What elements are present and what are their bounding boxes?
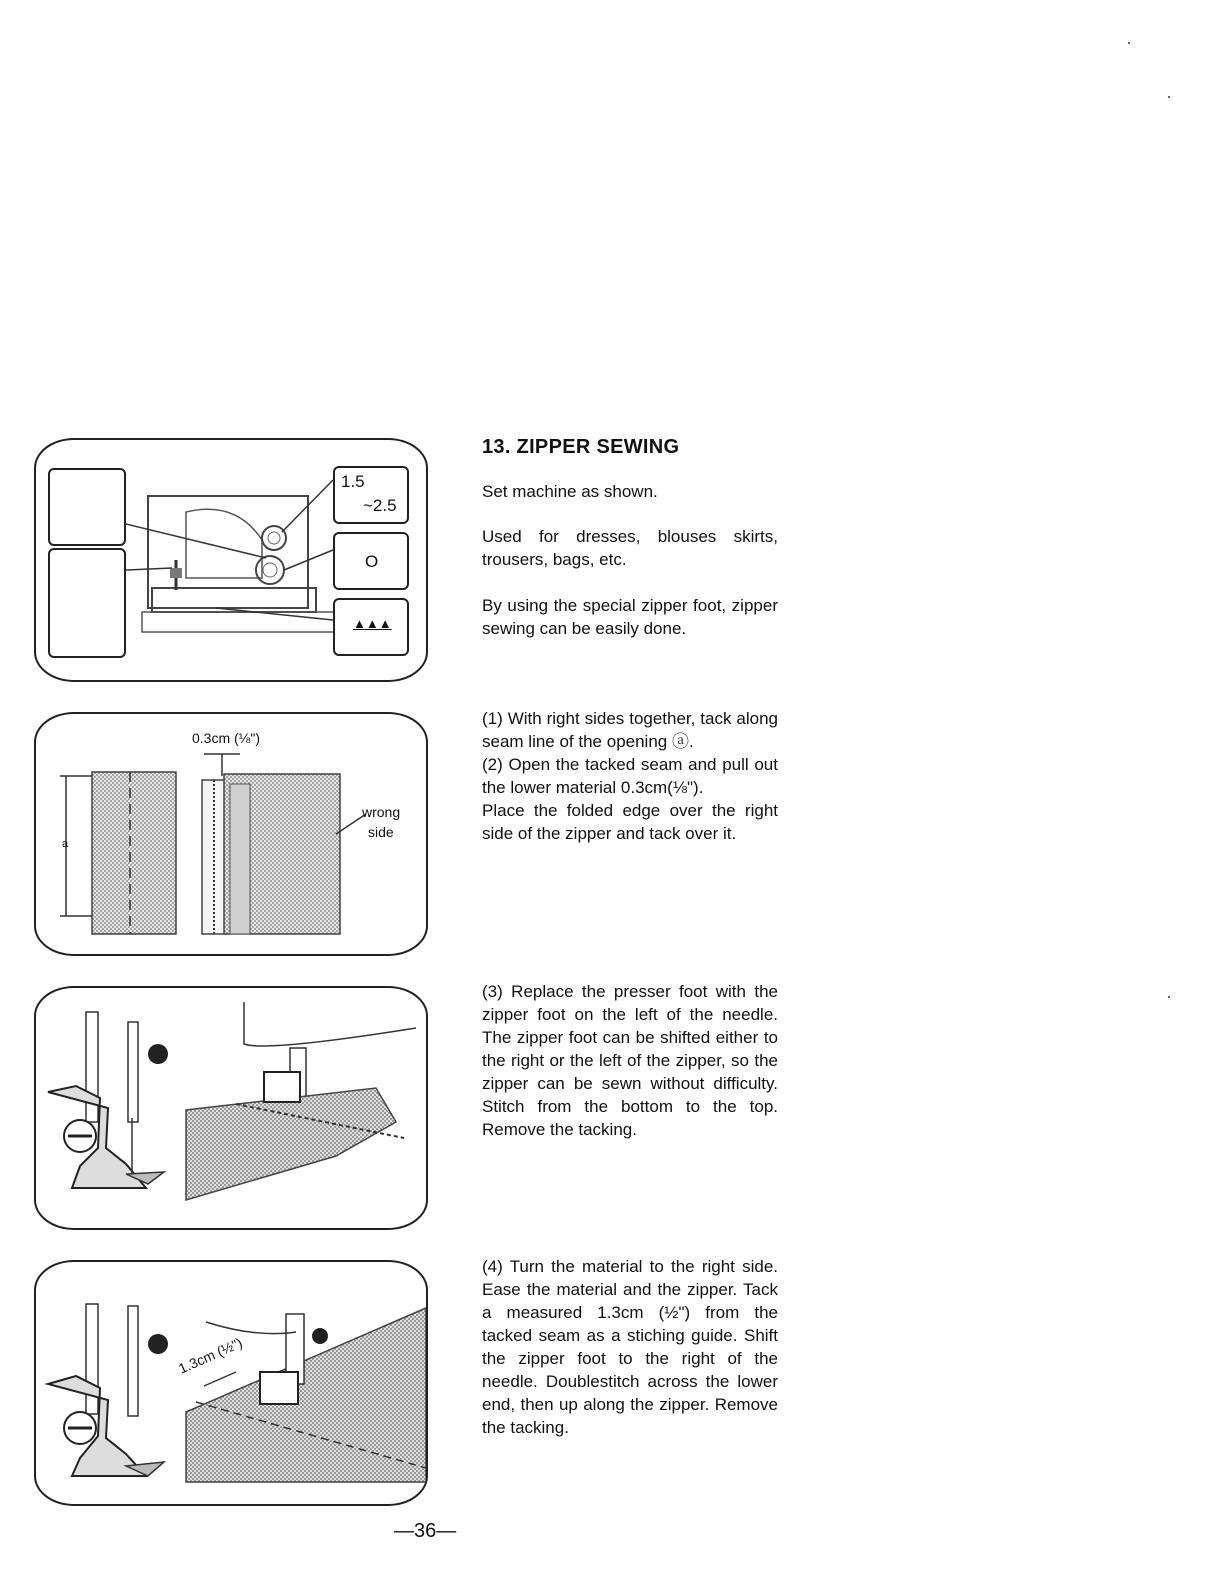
topstitch-illustration bbox=[36, 1262, 428, 1506]
step-4-text: (4) Turn the material to the right side. Ease the material and the zipper. Tack a measured 1.3cm (½") from the tacked seam as a stiching guide. Shift the zipper foot to the right of the needle. Doublestitch across the lower end, then up along the zipper. Remove the tacking. bbox=[482, 1257, 778, 1437]
stitch-width-value: O bbox=[365, 552, 379, 571]
seam-opening-figure bbox=[34, 712, 428, 956]
step-2-text: (2) Open the tacked seam and pull out the lower material 0.3cm(⅛"). bbox=[482, 755, 778, 797]
guide-measure-label: 1.3cm (½") bbox=[176, 1334, 245, 1377]
zipper-foot-right-figure bbox=[34, 1260, 428, 1506]
seam-allowance-label: 0.3cm (⅛") bbox=[192, 730, 260, 746]
feed-dog-icon: ▲▲▲ bbox=[353, 616, 392, 631]
machine-settings-figure bbox=[34, 438, 428, 682]
steps-1-2 bbox=[482, 707, 778, 845]
uses-text: Used for dresses, blouses skirts, trousers, bags, etc. bbox=[482, 527, 778, 569]
stitch-type-box bbox=[48, 468, 126, 546]
zipper-foot-left-figure bbox=[34, 986, 428, 1230]
stitch-length-bottom: ~2.5 bbox=[363, 496, 397, 515]
intro-text: Set machine as shown. bbox=[482, 482, 658, 501]
step-1-text: (1) With right sides together, tack along seam line of the opening ⓐ. bbox=[482, 709, 778, 751]
page-number: —36— bbox=[394, 1520, 457, 1542]
section-heading: 13. ZIPPER SEWING bbox=[482, 436, 680, 458]
scan-speck bbox=[1168, 96, 1170, 98]
opening-marker-label: a bbox=[62, 838, 69, 850]
stitch-width-box bbox=[333, 532, 409, 590]
scan-speck bbox=[1168, 996, 1170, 998]
wrong-side-label-1: wrong bbox=[362, 804, 401, 820]
step-3-text: (3) Replace the presser foot with the zipper foot on the left of the needle. The zipper foot can be shifted either to the right or the left of the zipper, so the zipper can be sewn without difficulty. Stitch from the bottom to the top. Remove the tacking. bbox=[482, 982, 778, 1139]
presser-foot-box bbox=[48, 548, 126, 658]
step-2b-text: Place the folded edge over the right side of the zipper and tack over it. bbox=[482, 801, 778, 843]
stitch-length-top: 1.5 bbox=[341, 472, 365, 491]
stitch-length-box bbox=[333, 466, 409, 524]
feed-dog-box bbox=[333, 598, 409, 656]
zipper-foot-illustration bbox=[36, 988, 428, 1230]
note-text: By using the special zipper foot, zipper sewing can be easily done. bbox=[482, 596, 778, 638]
scan-speck bbox=[1128, 42, 1130, 44]
wrong-side-label-2: side bbox=[368, 824, 394, 840]
